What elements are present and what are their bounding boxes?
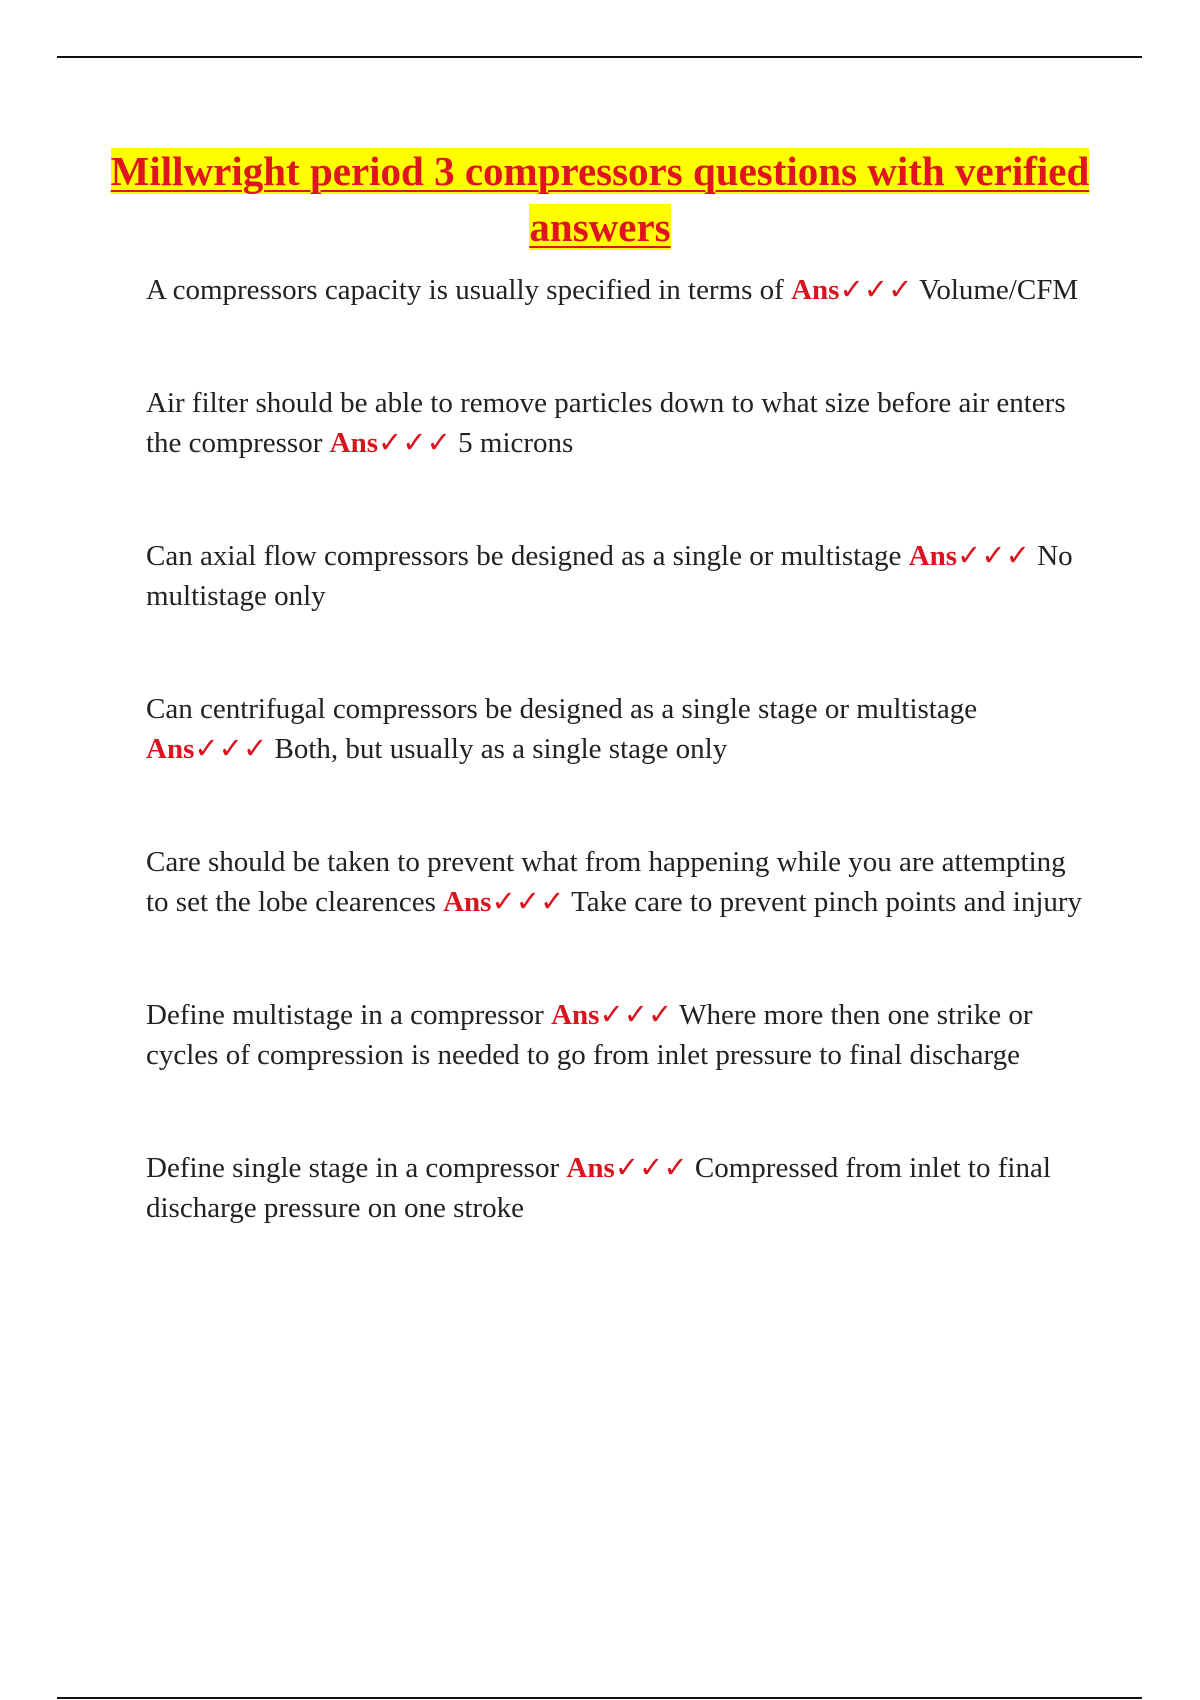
check-marks-icon: ✓✓✓ (377, 427, 451, 459)
answer: Compressed from inlet to final discharge pressure on one stroke (146, 1152, 1051, 1224)
qa-item (146, 1148, 1091, 1228)
check-marks-icon: ✓✓✓ (614, 1152, 688, 1184)
question: Define multistage in a compressor (146, 999, 544, 1031)
ans-label: Ans (146, 733, 195, 765)
ans-label: Ans (329, 427, 378, 459)
check-marks-icon: ✓✓✓ (957, 540, 1030, 572)
answer: No multistage only (146, 540, 1073, 612)
ans-label: Ans (908, 540, 958, 572)
check-marks-icon: ✓✓✓ (194, 733, 268, 765)
question: Care should be taken to prevent what from happening while you are attempting to set the lobe clearences (146, 846, 1066, 918)
answer: Where more then one strike or cycles of compression is needed to go from inlet pressure to final discharge (146, 999, 1033, 1071)
answer: Take care to prevent pinch points and injury (571, 886, 1083, 918)
ans-label: Ans (551, 999, 600, 1031)
qa-item (146, 383, 1091, 463)
answer: 5 microns (458, 427, 574, 459)
question: Define single stage in a compressor (146, 1152, 560, 1184)
qa-item (146, 842, 1091, 922)
document-title-text: Millwright period 3 compressors questions with verified answers (110, 148, 1090, 250)
question: Can axial flow compressors be designed as a single or multistage (146, 540, 902, 572)
answer: Volume/CFM (919, 274, 1079, 306)
check-marks-icon: ✓✓✓ (599, 999, 673, 1031)
qa-list (146, 270, 1091, 1301)
qa-item (146, 995, 1091, 1075)
header-rule (57, 56, 1142, 58)
qa-item (146, 270, 1091, 310)
check-marks-icon: ✓✓✓ (491, 886, 565, 918)
document-title (100, 143, 1100, 255)
ans-label: Ans (443, 886, 492, 918)
question: Can centrifugal compressors be designed as a single stage or multistage (146, 693, 978, 725)
question: A compressors capacity is usually specified in terms of (146, 274, 784, 306)
qa-item (146, 536, 1091, 616)
qa-item (146, 689, 1091, 769)
check-marks-icon: ✓✓✓ (839, 274, 913, 306)
answer: Both, but usually as a single stage only (274, 733, 728, 765)
ans-label: Ans (791, 274, 840, 306)
footer-rule (57, 1697, 1142, 1699)
question: Air filter should be able to remove particles down to what size before air enters the compressor (146, 387, 1066, 459)
ans-label: Ans (566, 1152, 615, 1184)
